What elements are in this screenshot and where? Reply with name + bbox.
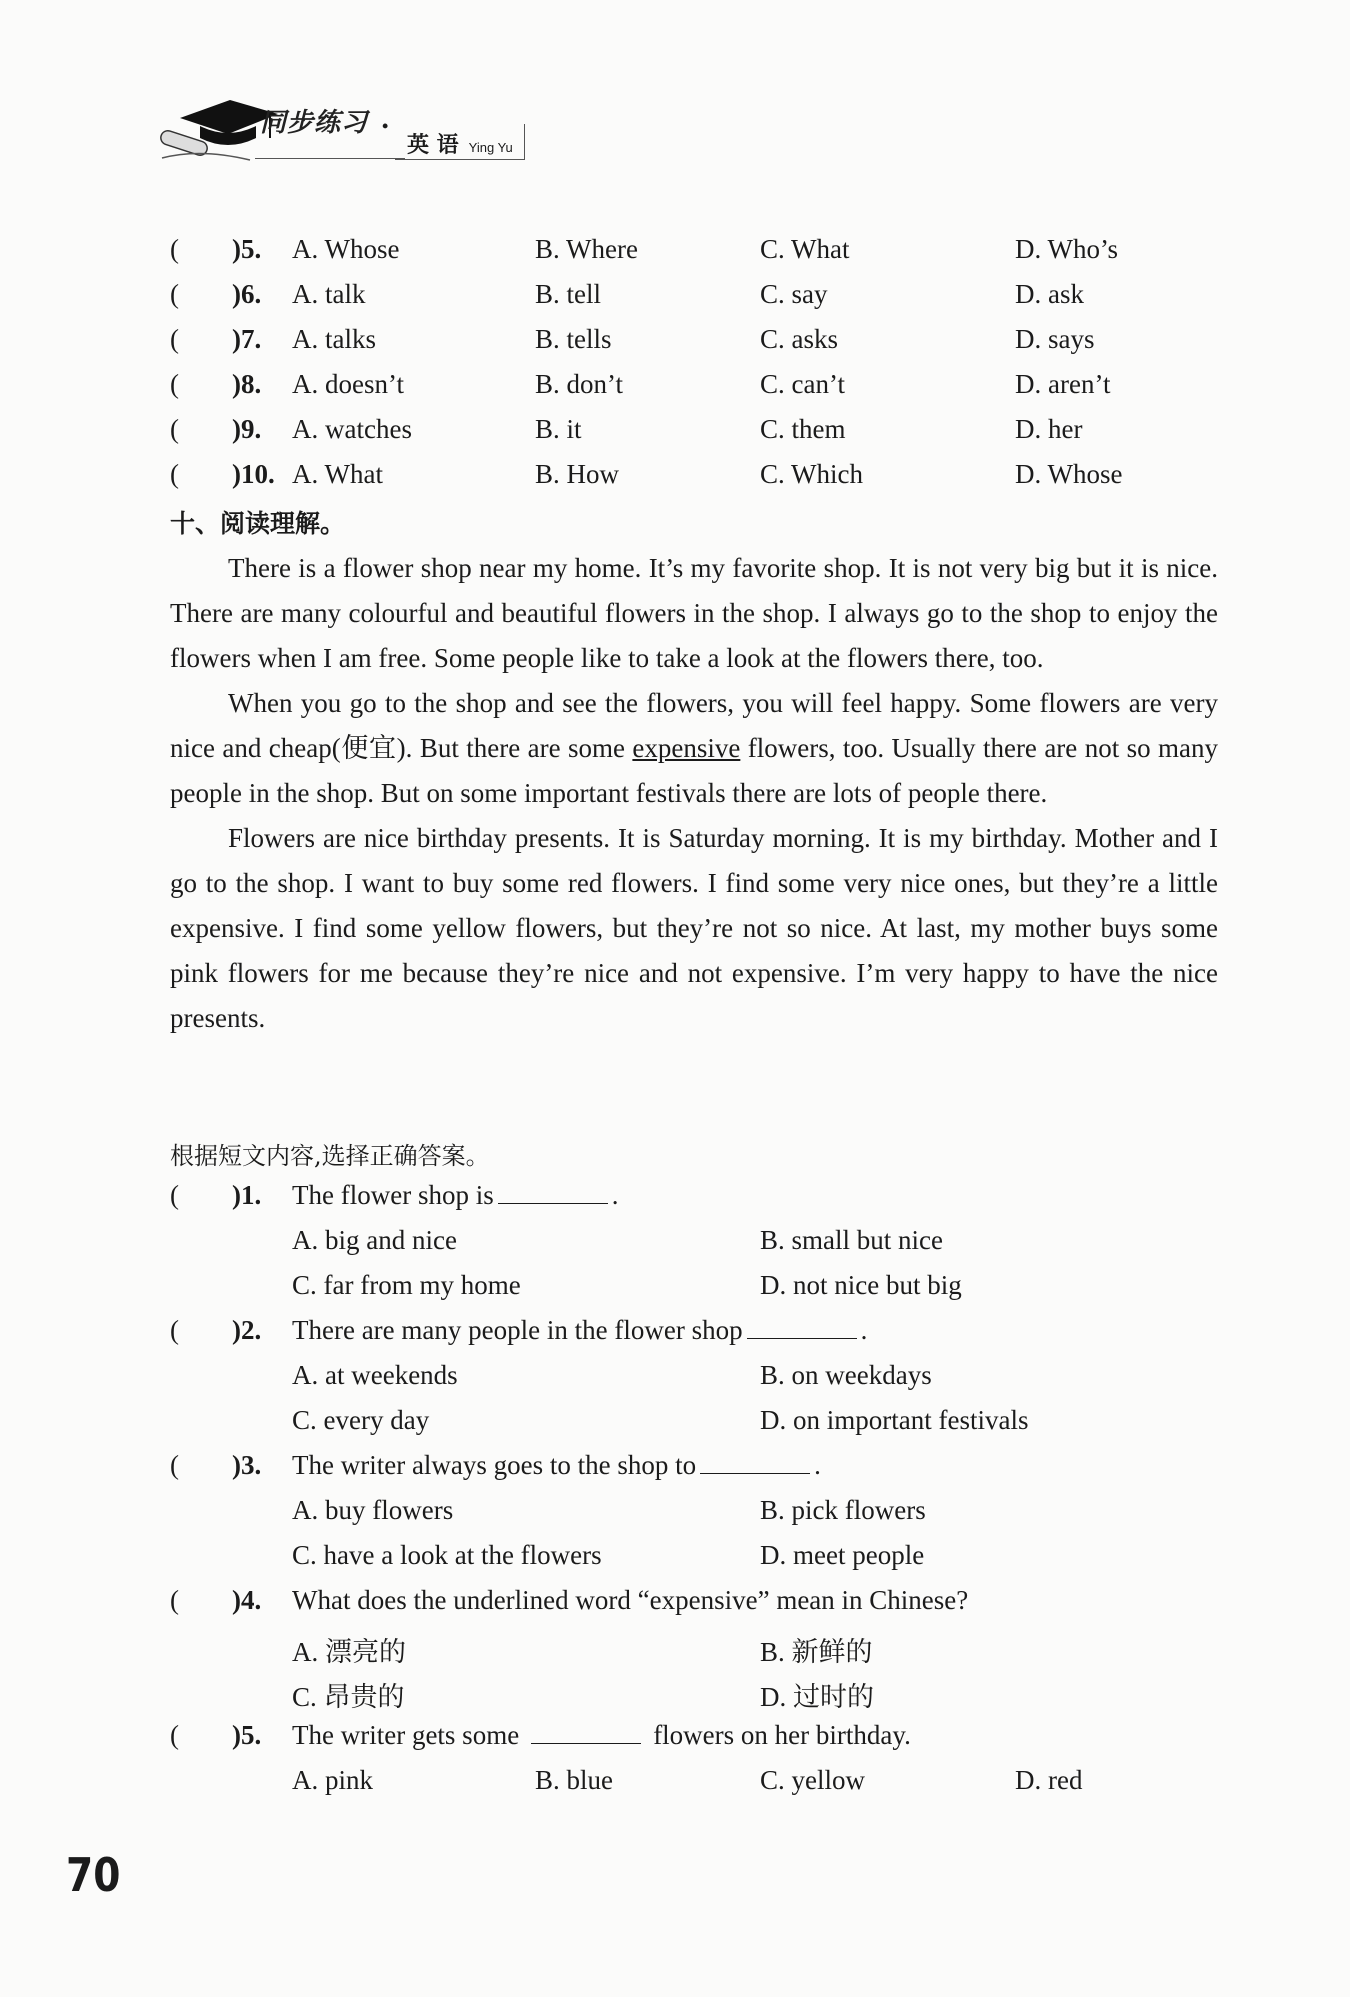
header-underline	[255, 158, 405, 159]
option-c: C. asks	[760, 324, 839, 354]
option-a: A. talks	[292, 324, 376, 354]
option-a: A. Whose	[292, 234, 400, 264]
option-a: A. 漂亮的	[292, 1637, 406, 1667]
option-a: A. talk	[292, 279, 366, 309]
option-a: A. watches	[292, 414, 412, 444]
option-c: C. yellow	[760, 1765, 865, 1795]
option-d: D. Whose	[1015, 459, 1123, 489]
option-b: B. it	[535, 414, 582, 444]
passage-paragraph-3: Flowers are nice birthday presents. It is Saturday morning. It is my birthday. Mother and I go to the shop. I want to buy some red flowers. I find some very nice ones, but they’re a little expensive. I find some yellow flowers, but they’re not so nice. At last, my mother buys some pink flowers for me because they’re nice and not expensive. I’m very happy to have the nice presents.	[170, 823, 1218, 1033]
answer-paren: (	[170, 459, 179, 489]
section-title: 十、阅读理解。	[170, 509, 346, 538]
option-d: D. red	[1015, 1765, 1083, 1795]
option-d: D. aren’t	[1015, 369, 1111, 399]
question-number: )7.	[232, 324, 262, 354]
option-a: A. at weekends	[292, 1360, 458, 1390]
instruction-text: 根据短文内容,选择正确答案。	[170, 1142, 490, 1170]
option-c: C. say	[760, 279, 828, 309]
question-stem: What does the underlined word “expensive” mean in Chinese?	[292, 1585, 969, 1615]
answer-paren: (	[170, 1450, 179, 1480]
option-b: B. tells	[535, 324, 612, 354]
option-d: D. 过时的	[760, 1682, 874, 1712]
option-b: B. Where	[535, 234, 638, 264]
question-number: )1.	[232, 1180, 262, 1210]
answer-paren: (	[170, 414, 179, 444]
subject-chinese: 英 语	[407, 133, 459, 158]
option-c: C. What	[760, 234, 850, 264]
question-number: )8.	[232, 369, 262, 399]
passage-paragraph-1: There is a flower shop near my home. It’s my favorite shop. It is not very big but it is nice. There are many colourful and beautiful flowers in the shop. I always go to the shop to enjoy the flowers when I am free. Some people like to take a look at the flowers there, too.	[170, 553, 1218, 673]
option-d: D. not nice but big	[760, 1270, 962, 1300]
option-b: B. 新鲜的	[760, 1637, 873, 1667]
question-number: )3.	[232, 1450, 262, 1480]
question-stem: The writer gets some flowers on her birthday.	[292, 1720, 911, 1750]
question-number: )10.	[232, 459, 275, 489]
dot-separator: •	[382, 116, 389, 136]
answer-paren: (	[170, 1180, 179, 1210]
option-a: A. What	[292, 459, 383, 489]
option-d: D. says	[1015, 324, 1095, 354]
answer-blank	[700, 1451, 810, 1474]
answer-paren: (	[170, 1315, 179, 1345]
option-a: A. big and nice	[292, 1225, 457, 1255]
option-d: D. Who’s	[1015, 234, 1119, 264]
option-a: A. pink	[292, 1765, 373, 1795]
answer-paren: (	[170, 1585, 179, 1615]
reading-passage	[170, 546, 1218, 1041]
question-number: )5.	[232, 234, 262, 264]
answer-paren: (	[170, 369, 179, 399]
question-number: )5.	[232, 1720, 262, 1750]
question-stem: The writer always goes to the shop to .	[292, 1450, 821, 1480]
option-b: B. How	[535, 459, 620, 489]
page-number: 70	[66, 1848, 121, 1902]
underlined-word: expensive	[632, 733, 741, 763]
subject-box	[395, 124, 525, 160]
question-stem: The flower shop is .	[292, 1180, 619, 1210]
option-a: A. doesn’t	[292, 369, 404, 399]
question-number: )9.	[232, 414, 262, 444]
option-c: C. 昂贵的	[292, 1682, 405, 1712]
question-number: )2.	[232, 1315, 262, 1345]
option-b: B. on weekdays	[760, 1360, 932, 1390]
option-b: B. blue	[535, 1765, 613, 1795]
option-d: D. meet people	[760, 1540, 925, 1570]
option-a: A. buy flowers	[292, 1495, 454, 1525]
option-c: C. every day	[292, 1405, 430, 1435]
answer-paren: (	[170, 1720, 179, 1750]
option-c: C. far from my home	[292, 1270, 521, 1300]
page-header	[160, 88, 530, 168]
answer-blank	[498, 1181, 608, 1204]
question-number: )6.	[232, 279, 262, 309]
answer-paren: (	[170, 279, 179, 309]
question-stem: There are many people in the flower shop .	[292, 1315, 868, 1345]
option-b: B. don’t	[535, 369, 624, 399]
option-b: B. small but nice	[760, 1225, 943, 1255]
answer-paren: (	[170, 234, 179, 264]
answer-blank	[747, 1316, 857, 1339]
option-b: B. tell	[535, 279, 601, 309]
option-c: C. them	[760, 414, 846, 444]
answer-paren: (	[170, 324, 179, 354]
question-number: )4.	[232, 1585, 262, 1615]
option-c: C. have a look at the flowers	[292, 1540, 602, 1570]
option-d: D. ask	[1015, 279, 1084, 309]
subject-pinyin: Ying Yu	[468, 140, 513, 155]
option-d: D. her	[1015, 414, 1083, 444]
option-d: D. on important festivals	[760, 1405, 1029, 1435]
option-b: B. pick flowers	[760, 1495, 926, 1525]
answer-blank	[531, 1721, 641, 1744]
option-c: C. Which	[760, 459, 863, 489]
brand-title: 同步练习	[260, 108, 369, 138]
option-c: C. can’t	[760, 369, 845, 399]
passage-paragraph-2: When you go to the shop and see the flowers, you will feel happy. Some flowers are very nice and cheap(便宜). But there are some expensive flowers, too. Usually there are not so many people in the shop. But on some important festivals there are lots of people there.	[170, 688, 1218, 808]
